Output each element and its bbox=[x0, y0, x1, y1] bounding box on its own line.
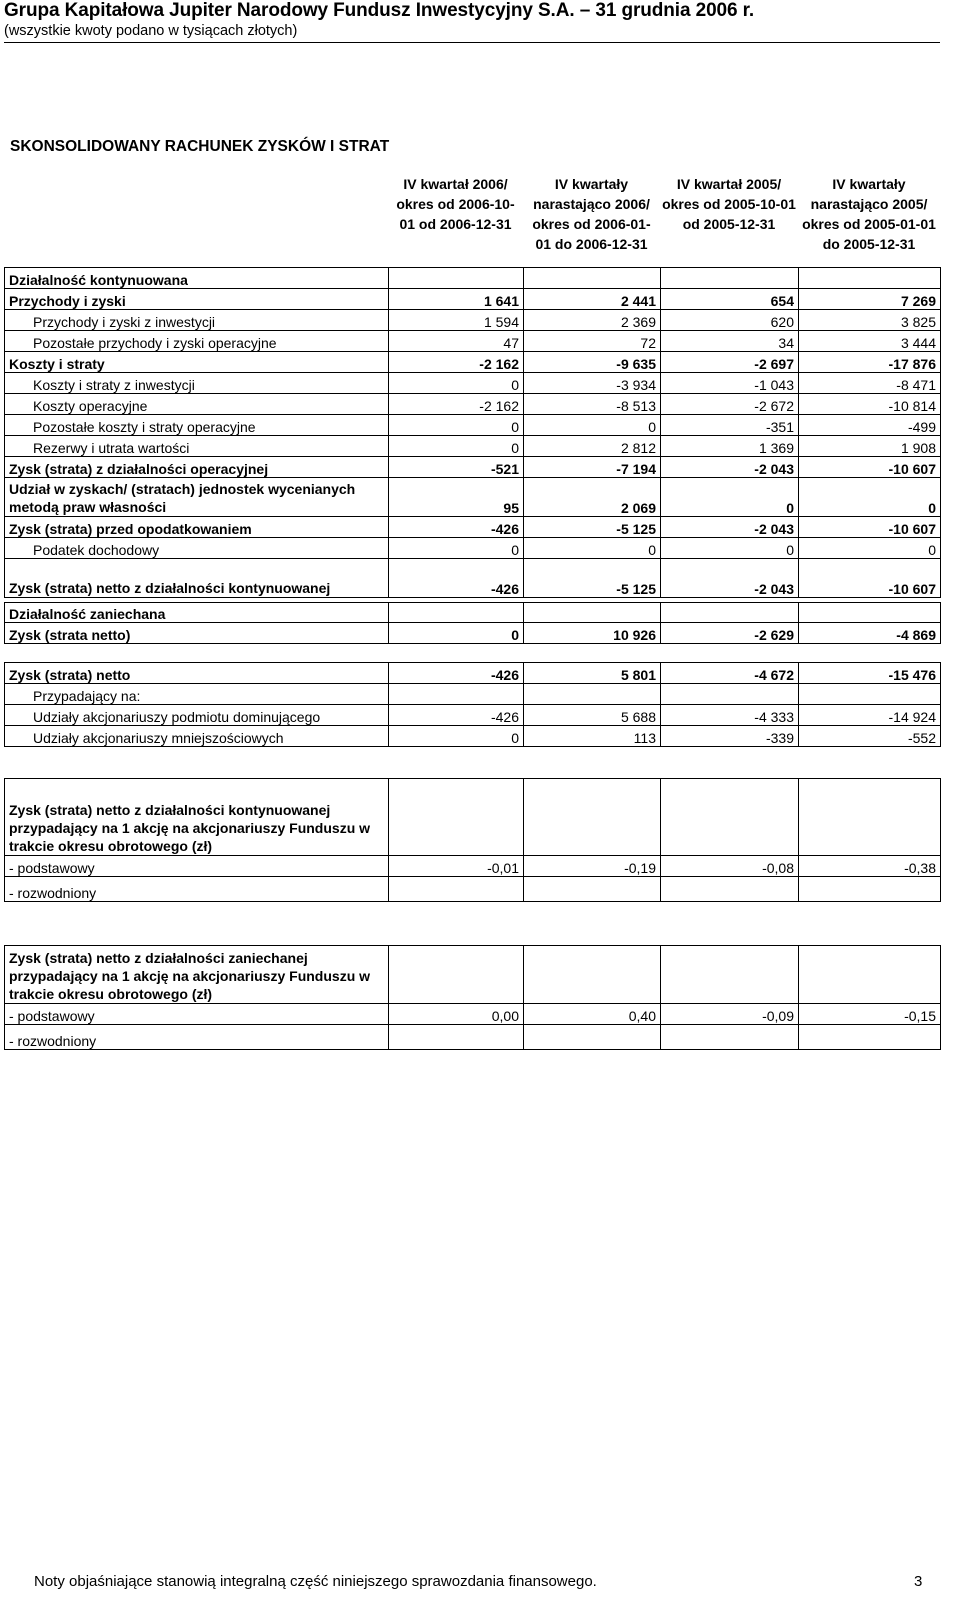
row-value: -339 bbox=[661, 726, 799, 747]
row-value: 10 926 bbox=[524, 623, 661, 644]
table-row bbox=[5, 663, 941, 684]
row-value bbox=[661, 779, 799, 856]
row-value: 2 369 bbox=[524, 310, 661, 331]
row-value: -4 672 bbox=[661, 663, 799, 684]
table-row bbox=[5, 684, 941, 705]
row-value bbox=[799, 946, 941, 1004]
row-value bbox=[389, 877, 524, 902]
row-label: Przypadający na: bbox=[5, 684, 389, 705]
row-value: -2 629 bbox=[661, 623, 799, 644]
row-value bbox=[524, 684, 661, 705]
page-number: 3 bbox=[914, 1573, 923, 1590]
row-value: -5 125 bbox=[524, 517, 661, 538]
row-value bbox=[524, 1025, 661, 1050]
row-value: -2 043 bbox=[661, 457, 799, 478]
row-value: -0,38 bbox=[799, 856, 941, 877]
row-value bbox=[661, 1025, 799, 1050]
footer-note: Noty objaśniające stanowią integralną część niniejszego sprawozdania finansowego. bbox=[34, 1573, 597, 1590]
row-value: 0 bbox=[389, 726, 524, 747]
row-value: 1 641 bbox=[389, 289, 524, 310]
row-value: -10 814 bbox=[799, 394, 941, 415]
row-label: Zysk (strata) netto z działalności zaniechanej przypadający na 1 akcję na akcjonariuszy Funduszu w trakcie okresu obrotowego (zł) bbox=[5, 946, 389, 1004]
row-value bbox=[389, 684, 524, 705]
row-value: -0,08 bbox=[661, 856, 799, 877]
row-value bbox=[524, 877, 661, 902]
row-value: -0,09 bbox=[661, 1004, 799, 1025]
discontinued-heading bbox=[5, 603, 941, 623]
row-label: Zysk (strata) netto z działalności kontynuowanej przypadający na 1 akcję na akcjonariuszy Funduszu w trakcie okresu obrotowego (zł) bbox=[5, 779, 389, 856]
table-row bbox=[5, 331, 941, 352]
row-value: 47 bbox=[389, 331, 524, 352]
row-value: -426 bbox=[389, 705, 524, 726]
row-value bbox=[524, 268, 661, 289]
row-value: 1 908 bbox=[799, 436, 941, 457]
row-label: Działalność kontynuowana bbox=[5, 268, 389, 289]
row-value: -2 043 bbox=[661, 517, 799, 538]
row-value: -9 635 bbox=[524, 352, 661, 373]
row-value: -17 876 bbox=[799, 352, 941, 373]
table-row bbox=[5, 457, 941, 478]
row-value: -2 162 bbox=[389, 394, 524, 415]
row-value: -10 607 bbox=[799, 517, 941, 538]
row-value: 3 444 bbox=[799, 331, 941, 352]
eps-continued-table bbox=[4, 778, 941, 902]
row-value: -10 607 bbox=[799, 457, 941, 478]
row-value: -2 043 bbox=[661, 559, 799, 598]
row-label: Przychody i zyski bbox=[5, 289, 389, 310]
row-value bbox=[524, 779, 661, 856]
row-value: 72 bbox=[524, 331, 661, 352]
row-value: -5 125 bbox=[524, 559, 661, 598]
row-label: Zysk (strata) z działalności operacyjnej bbox=[5, 457, 389, 478]
row-value: -8 513 bbox=[524, 394, 661, 415]
row-label: - rozwodniony bbox=[5, 1025, 389, 1050]
income-statement-table bbox=[4, 267, 941, 598]
table-row bbox=[5, 373, 941, 394]
table-row bbox=[5, 415, 941, 436]
row-value bbox=[524, 946, 661, 1004]
row-value bbox=[389, 603, 524, 623]
row-value: 1 594 bbox=[389, 310, 524, 331]
row-label: Przychody i zyski z inwestycji bbox=[5, 310, 389, 331]
row-value: -4 333 bbox=[661, 705, 799, 726]
row-value bbox=[661, 603, 799, 623]
row-value: 0 bbox=[389, 623, 524, 644]
table-row bbox=[5, 877, 941, 902]
row-value: 2 069 bbox=[524, 478, 661, 517]
row-value: -426 bbox=[389, 517, 524, 538]
row-value bbox=[799, 779, 941, 856]
table-row bbox=[5, 623, 941, 644]
row-value: 0 bbox=[389, 415, 524, 436]
row-value: -0,15 bbox=[799, 1004, 941, 1025]
row-label: Pozostałe koszty i straty operacyjne bbox=[5, 415, 389, 436]
row-value: 5 801 bbox=[524, 663, 661, 684]
row-value: 0 bbox=[389, 436, 524, 457]
row-value: -521 bbox=[389, 457, 524, 478]
row-value: 620 bbox=[661, 310, 799, 331]
row-value: -1 043 bbox=[661, 373, 799, 394]
row-label: Podatek dochodowy bbox=[5, 538, 389, 559]
row-value bbox=[661, 684, 799, 705]
row-value: -2 672 bbox=[661, 394, 799, 415]
row-value: 0 bbox=[799, 478, 941, 517]
row-value bbox=[389, 1025, 524, 1050]
row-value: -7 194 bbox=[524, 457, 661, 478]
net-profit-table bbox=[4, 662, 941, 747]
row-value: -499 bbox=[799, 415, 941, 436]
row-value: 654 bbox=[661, 289, 799, 310]
row-value: -0,01 bbox=[389, 856, 524, 877]
document-title: Grupa Kapitałowa Jupiter Narodowy Fundusz Inwestycyjny S.A. – 31 grudnia 2006 r. bbox=[4, 0, 755, 21]
row-value bbox=[661, 268, 799, 289]
row-value: 34 bbox=[661, 331, 799, 352]
row-value bbox=[799, 877, 941, 902]
row-value: -10 607 bbox=[799, 559, 941, 598]
row-value: 0 bbox=[799, 538, 941, 559]
row-label: Koszty operacyjne bbox=[5, 394, 389, 415]
row-label: - rozwodniony bbox=[5, 877, 389, 902]
section-title: SKONSOLIDOWANY RACHUNEK ZYSKÓW I STRAT bbox=[10, 138, 390, 155]
row-value: -552 bbox=[799, 726, 941, 747]
header-rule bbox=[4, 42, 940, 43]
row-value bbox=[799, 603, 941, 623]
table-row bbox=[5, 517, 941, 538]
row-value bbox=[524, 603, 661, 623]
table-row bbox=[5, 1004, 941, 1025]
table-row bbox=[5, 559, 941, 598]
row-label: Udziały akcjonariuszy mniejszościowych bbox=[5, 726, 389, 747]
row-value: 0 bbox=[389, 538, 524, 559]
row-value: 1 369 bbox=[661, 436, 799, 457]
row-label: Koszty i straty z inwestycji bbox=[5, 373, 389, 394]
row-value: 0,00 bbox=[389, 1004, 524, 1025]
column-header: IV kwartały narastająco 2005/ okres od 2005-01-01 do 2005-12-31 bbox=[802, 176, 936, 252]
row-label: Koszty i straty bbox=[5, 352, 389, 373]
row-value: -2 162 bbox=[389, 352, 524, 373]
table-row bbox=[5, 352, 941, 373]
row-label: Zysk (strata) netto z działalności kontynuowanej bbox=[5, 559, 389, 598]
row-value bbox=[799, 268, 941, 289]
row-value bbox=[389, 779, 524, 856]
discontinued-table bbox=[4, 602, 941, 644]
row-value: 7 269 bbox=[799, 289, 941, 310]
row-value: 0 bbox=[524, 538, 661, 559]
row-label: Udział w zyskach/ (stratach) jednostek wycenianych metodą praw własności bbox=[5, 478, 389, 517]
row-label: - podstawowy bbox=[5, 1004, 389, 1025]
row-label: Zysk (strata) przed opodatkowaniem bbox=[5, 517, 389, 538]
row-value: 3 825 bbox=[799, 310, 941, 331]
row-value: 5 688 bbox=[524, 705, 661, 726]
row-value bbox=[389, 268, 524, 289]
row-label: Rezerwy i utrata wartości bbox=[5, 436, 389, 457]
table-row bbox=[5, 726, 941, 747]
row-value: -0,19 bbox=[524, 856, 661, 877]
row-value: 2 441 bbox=[524, 289, 661, 310]
table-row bbox=[5, 268, 941, 289]
row-value: -3 934 bbox=[524, 373, 661, 394]
row-value bbox=[661, 877, 799, 902]
table-row bbox=[5, 436, 941, 457]
row-value: 2 812 bbox=[524, 436, 661, 457]
eps-discontinued-table bbox=[4, 945, 941, 1050]
row-value: 0 bbox=[389, 373, 524, 394]
table-row bbox=[5, 478, 941, 517]
column-headers bbox=[388, 174, 940, 254]
row-value: -15 476 bbox=[799, 663, 941, 684]
eps-heading bbox=[5, 779, 941, 856]
row-label: Zysk (strata) netto bbox=[5, 663, 389, 684]
row-value: 0,40 bbox=[524, 1004, 661, 1025]
column-header: IV kwartał 2006/ okres od 2006-10-01 od 2006-12-31 bbox=[396, 176, 515, 232]
row-value bbox=[799, 684, 941, 705]
table-row bbox=[5, 289, 941, 310]
row-value bbox=[389, 946, 524, 1004]
row-value: 95 bbox=[389, 478, 524, 517]
row-label: Udziały akcjonariuszy podmiotu dominującego bbox=[5, 705, 389, 726]
row-value: -426 bbox=[389, 663, 524, 684]
row-value: 0 bbox=[524, 415, 661, 436]
row-label: Działalność zaniechana bbox=[5, 603, 389, 623]
column-header: IV kwartały narastająco 2006/ okres od 2006-01-01 do 2006-12-31 bbox=[532, 176, 651, 252]
row-value: 0 bbox=[661, 538, 799, 559]
row-value: -4 869 bbox=[799, 623, 941, 644]
row-value: -351 bbox=[661, 415, 799, 436]
table-row bbox=[5, 856, 941, 877]
table-row bbox=[5, 310, 941, 331]
row-label: - podstawowy bbox=[5, 856, 389, 877]
row-value: 0 bbox=[661, 478, 799, 517]
row-label: Zysk (strata netto) bbox=[5, 623, 389, 644]
row-value bbox=[799, 1025, 941, 1050]
row-label: Pozostałe przychody i zyski operacyjne bbox=[5, 331, 389, 352]
table-row bbox=[5, 1025, 941, 1050]
eps-heading bbox=[5, 946, 941, 1004]
row-value: -14 924 bbox=[799, 705, 941, 726]
document-subtitle: (wszystkie kwoty podano w tysiącach złotych) bbox=[4, 23, 298, 39]
table-row bbox=[5, 538, 941, 559]
column-header: IV kwartał 2005/ okres od 2005-10-01 od 2005-12-31 bbox=[662, 176, 796, 232]
row-value: 113 bbox=[524, 726, 661, 747]
table-row bbox=[5, 705, 941, 726]
row-value bbox=[661, 946, 799, 1004]
table-row bbox=[5, 394, 941, 415]
row-value: -2 697 bbox=[661, 352, 799, 373]
row-value: -426 bbox=[389, 559, 524, 598]
row-value: -8 471 bbox=[799, 373, 941, 394]
